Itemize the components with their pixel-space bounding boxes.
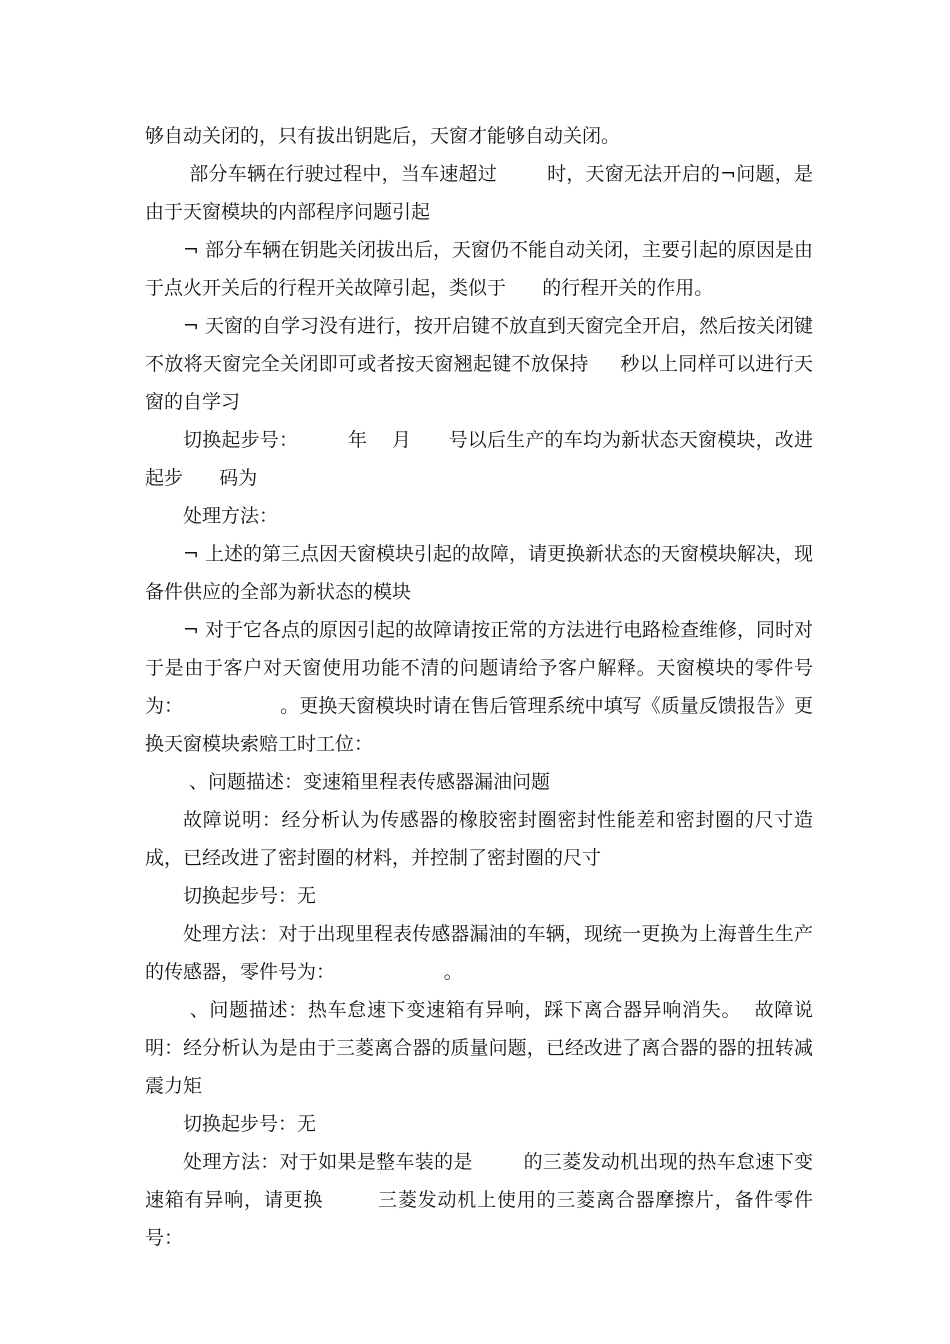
paragraph-switch-start-none-2: 切换起步号：无 xyxy=(183,1113,317,1135)
paragraph-sunroof-key: ¬ 部分车辆在钥匙关闭拔出后，天窗仍不能自动关闭，主要引起的原因是由于点火开关后的行程开关故障引起，类似于 的行程开关的作用。 xyxy=(145,239,813,299)
paragraph-continuation: 够自动关闭的，只有拔出钥匙后，天窗才能够自动关闭。 xyxy=(145,125,621,147)
paragraph-switch-start-none: 切换起步号：无 xyxy=(183,885,317,907)
document-body xyxy=(145,117,813,1257)
paragraph-issue-idle-noise: 、问题描述：热车怠速下变速箱有异响，踩下离合器异响消失。 故障说明：经分析认为是由于三菱离合器的质量问题，已经改进了离合器的器的扭转减震力矩 xyxy=(145,999,813,1097)
paragraph-issue-sensor-leak: 、问题描述：变速箱里程表传感器漏油问题 xyxy=(183,771,551,793)
paragraph-handling-replace-module: ¬ 上述的第三点因天窗模块引起的故障，请更换新状态的天窗模块解决，现备件供应的全部为新状态的模块 xyxy=(145,543,813,603)
paragraph-fault-description-seal: 故障说明：经分析认为传感器的橡胶密封圈密封性能差和密封圈的尺寸造成，已经改进了密封圈的材料，并控制了密封圈的尺寸 xyxy=(145,809,813,869)
paragraph-handling-method-label: 处理方法： xyxy=(183,505,279,527)
paragraph-handling-clutch-disc: 处理方法：对于如果是整车装的是 的三菱发动机出现的热车怠速下变速箱有异响，请更换 三菱发动机上使用的三菱离合器摩擦片，备件零件号： xyxy=(145,1151,813,1249)
paragraph-sunroof-speed: 部分车辆在行驶过程中，当车速超过 时，天窗无法开启的¬问题，是由于天窗模块的内部程序问题引起 xyxy=(145,163,813,223)
paragraph-sunroof-self-learning: ¬ 天窗的自学习没有进行，按开启键不放直到天窗完全开启，然后按关闭键不放将天窗完全关闭即可或者按天窗翘起键不放保持 秒以上同样可以进行天窗的自学习 xyxy=(145,315,813,413)
paragraph-handling-sensor-replace: 处理方法：对于出现里程表传感器漏油的车辆，现统一更换为上海普生生产的传感器，零件号为： 。 xyxy=(145,923,813,983)
paragraph-handling-circuit-check: ¬ 对于它各点的原因引起的故障请按正常的方法进行电路检查维修，同时对于是由于客户对天窗使用功能不清的问题请给予客户解释。天窗模块的零件号为： 。更换天窗模块时请在售后管理系统中填写《质量反馈报告》更换天窗模块索赔工时工位： xyxy=(145,619,813,755)
paragraph-switch-start-number: 切换起步号： 年 月 号以后生产的车均为新状态天窗模块，改进起步 码为 xyxy=(145,429,813,489)
